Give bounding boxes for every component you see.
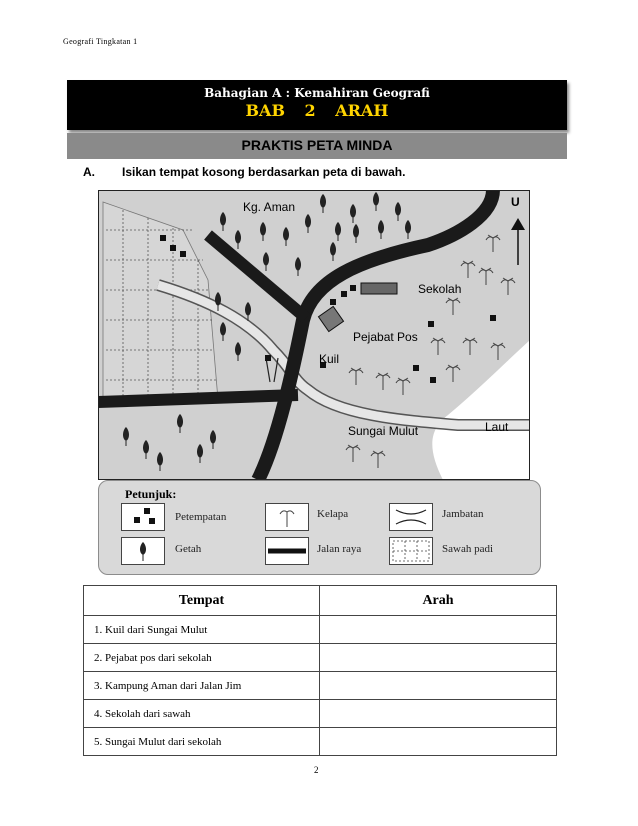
school-building bbox=[361, 283, 397, 294]
arah-answer-cell[interactable] bbox=[320, 728, 557, 756]
tempat-cell: 4. Sekolah dari sawah bbox=[84, 700, 320, 728]
arah-answer-cell[interactable] bbox=[320, 672, 557, 700]
tempat-cell: 2. Pejabat pos dari sekolah bbox=[84, 644, 320, 672]
tempat-cell: 3. Kampung Aman dari Jalan Jim bbox=[84, 672, 320, 700]
arah-answer-cell[interactable] bbox=[320, 616, 557, 644]
bridge-icon bbox=[389, 503, 433, 531]
practice-title: PRAKTIS PETA MINDA bbox=[241, 137, 393, 153]
legend-getah: Getah bbox=[175, 543, 202, 555]
label-kuil: Kuil bbox=[319, 352, 340, 366]
arah-answer-cell[interactable] bbox=[320, 700, 557, 728]
road-icon bbox=[265, 537, 309, 565]
coconut-tree-icon bbox=[265, 503, 309, 531]
answer-table bbox=[83, 585, 557, 756]
table-row bbox=[84, 700, 557, 728]
legend-petempatan: Petempatan bbox=[175, 511, 227, 523]
label-sekolah: Sekolah bbox=[418, 282, 462, 296]
tempat-cell: 5. Sungai Mulut dari sekolah bbox=[84, 728, 320, 756]
rubber-tree-icon bbox=[121, 537, 165, 565]
legend-kelapa: Kelapa bbox=[317, 508, 349, 520]
map-drawing bbox=[98, 190, 530, 480]
table-row bbox=[84, 616, 557, 644]
practice-banner bbox=[67, 133, 567, 159]
question-text: Isikan tempat kosong berdasarkan peta di bawah. bbox=[122, 165, 406, 179]
legend-sawah-padi: Sawah padi bbox=[442, 543, 494, 555]
legend-jambatan: Jambatan bbox=[442, 508, 484, 520]
legend-jalan-raya: Jalan raya bbox=[317, 543, 362, 555]
paddy-field-icon bbox=[389, 537, 433, 565]
label-laut: Laut bbox=[485, 420, 509, 434]
table-header-row bbox=[84, 586, 557, 616]
settlement-icon bbox=[121, 503, 165, 531]
arah-answer-cell[interactable] bbox=[320, 644, 557, 672]
running-header: Geografi Tingkatan 1 bbox=[63, 37, 138, 46]
tempat-cell: 1. Kuil dari Sungai Mulut bbox=[84, 616, 320, 644]
label-kg-aman: Kg. Aman bbox=[243, 200, 296, 214]
chapter-title: BAB 2 ARAH bbox=[245, 101, 389, 120]
col-header-tempat: Tempat bbox=[84, 586, 320, 616]
table-row bbox=[84, 644, 557, 672]
page-number: 2 bbox=[314, 765, 319, 775]
table-row bbox=[84, 672, 557, 700]
col-header-arah: Arah bbox=[320, 586, 557, 616]
map-figure bbox=[98, 190, 530, 480]
label-sungai-mulut: Sungai Mulut bbox=[348, 424, 419, 438]
map-legend bbox=[98, 480, 541, 575]
section-title: Bahagian A : Kemahiran Geografi bbox=[204, 86, 430, 100]
road-west bbox=[98, 395, 298, 402]
chapter-banner bbox=[67, 80, 567, 130]
label-pejabat-pos: Pejabat Pos bbox=[353, 330, 418, 344]
table-row bbox=[84, 728, 557, 756]
legend-title: Petunjuk: bbox=[125, 487, 177, 501]
question-letter: A. bbox=[83, 165, 95, 179]
compass-north-label: U bbox=[511, 195, 520, 209]
